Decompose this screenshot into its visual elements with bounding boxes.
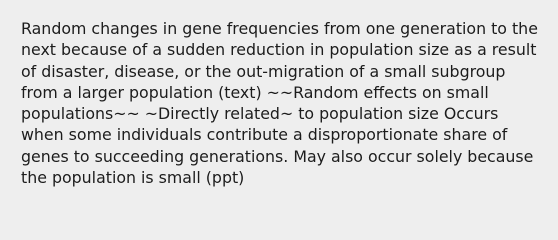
text-line: when some individuals contribute a disproportionate share of [21, 125, 508, 145]
definition-text [21, 18, 551, 188]
text-line: of disaster, disease, or the out-migration of a small subgroup [21, 61, 506, 81]
text-line: populations~~ ~Directly related~ to population size Occurs [21, 104, 499, 124]
text-line: genes to succeeding generations. May also occur solely because [21, 146, 534, 166]
text-line: Random changes in gene frequencies from one generation to the [21, 19, 538, 38]
text-line: the population is small (ppt) [21, 168, 245, 188]
text-line: next because of a sudden reduction in population size as a result [21, 40, 537, 60]
text-line: from a larger population (text) ~~Random effects on small [21, 82, 489, 102]
